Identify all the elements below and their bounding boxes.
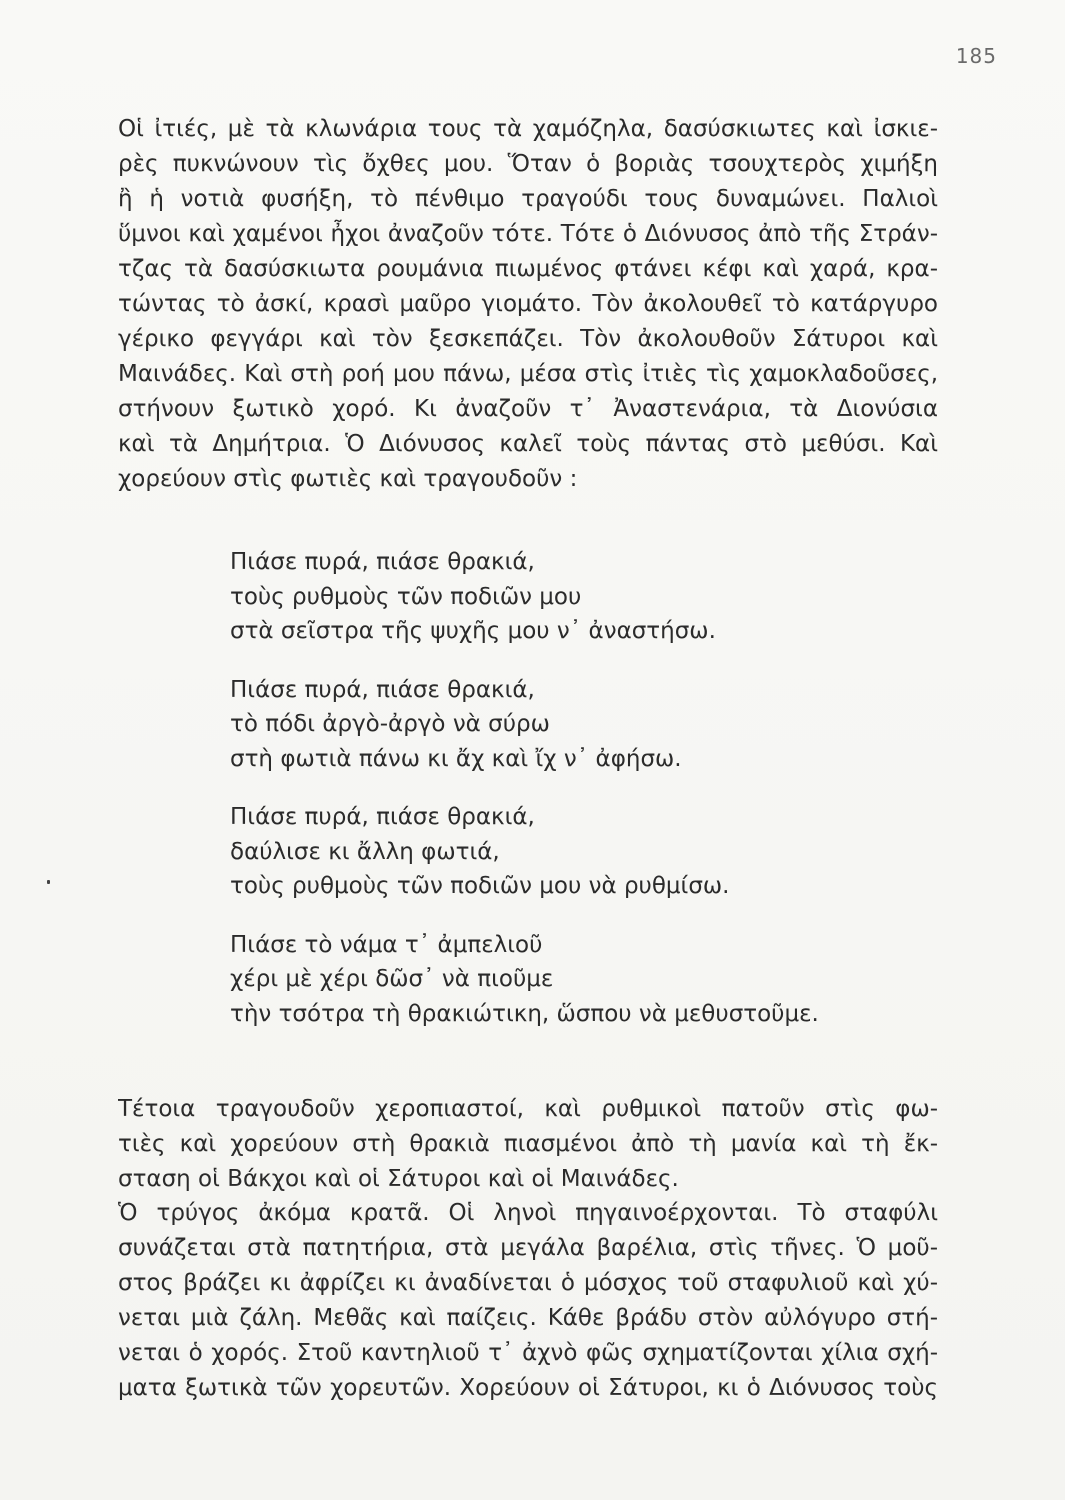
page-number: 185 [955, 44, 997, 68]
text-line: τώντας τὸ ἀσκί, κρασὶ μαῦρο γιομάτο. Τὸν ἀκολουθεῖ τὸ κατάργυρο [118, 291, 938, 317]
verse-line: στὴ φωτιὰ πάνω κι ἄχ καὶ ἴχ ν᾿ ἀφήσω. [230, 745, 682, 772]
verse-line: τὸ πόδι ἀργὸ-ἀργὸ νὰ σύρω [230, 711, 550, 737]
text-line: Ὁ τρύγος ἀκόμα κρατᾶ. Οἱ ληνοὶ πηγαινοέρχονται. Τὸ σταφύλι [118, 1200, 938, 1226]
text-line: σταση οἱ Βάκχοι καὶ οἱ Σάτυροι καὶ οἱ Μαινάδες. [118, 1166, 679, 1192]
verse-line: δαύλισε κι ἄλλη φωτιά, [230, 838, 500, 865]
text-line: γέρικο φεγγάρι καὶ τὸν ξεσκεπάζει. Τὸν ἀκολουθοῦν Σάτυροι καὶ [118, 326, 938, 352]
text-line: ἢ ἡ νοτιὰ φυσήξη, τὸ πένθιμο τραγούδι τους δυναμώνει. Παλιοὶ [118, 186, 938, 212]
closing-paragraph-1 [118, 1092, 938, 1197]
verse-line: τὴν τσότρα τὴ θρακιώτικη, ὥσπου νὰ μεθυστοῦμε. [230, 1000, 819, 1027]
verse-line: χέρι μὲ χέρι δῶσ᾿ νὰ πιοῦμε [230, 966, 554, 992]
verse-line: στὰ σεῖστρα τῆς ψυχῆς μου ν᾿ ἀναστήσω. [230, 618, 716, 644]
text-line: τιὲς καὶ χορεύουν στὴ θρακιὰ πιασμένοι ἀπὸ τὴ μανία καὶ τὴ ἔκ- [118, 1131, 938, 1157]
text-line: νεται ὁ χορός. Στοῦ καντηλιοῦ τ᾿ ἀχνὸ φῶς σχηματίζονται χίλια σχή- [118, 1340, 938, 1366]
text-line: Μαινάδες. Καὶ στὴ ροή μου πάνω, μέσα στὶς ἰτιὲς τὶς χαμοκλαδοῦσες, [118, 361, 938, 387]
verse-line: τοὺς ρυθμοὺς τῶν ποδιῶν μου [230, 583, 582, 610]
stanza-1 [230, 545, 950, 649]
verse-line: τοὺς ρυθμοὺς τῶν ποδιῶν μου νὰ ρυθμίσω. [230, 873, 730, 899]
closing-paragraph-2 [118, 1196, 938, 1406]
text-line: στήνουν ξωτικὸ χορό. Κι ἀναζοῦν τ᾿ Ἀναστενάρια, τὰ Διονύσια [118, 396, 938, 422]
verse-line: Πιάσε τὸ νάμα τ᾿ ἀμπελιοῦ [230, 931, 543, 958]
verse-line: Πιάσε πυρά, πιάσε θρακιά, [230, 549, 535, 575]
text-line: καὶ τὰ Δημήτρια. Ὁ Διόνυσος καλεῖ τοὺς πάντας στὸ μεθύσι. Καὶ [118, 431, 938, 457]
text-line: συνάζεται στὰ πατητήρια, στὰ μεγάλα βαρέλια, στὶς τῆνες. Ὁ μοῦ- [118, 1235, 938, 1261]
text-line: Οἱ ἰτιές, μὲ τὰ κλωνάρια τους τὰ χαμόζηλα, δασύσκιωτες καὶ ἰσκιε- [118, 116, 938, 142]
text-line: Τέτοια τραγουδοῦν χεροπιαστοί, καὶ ρυθμικοὶ πατοῦν στὶς φω- [118, 1096, 938, 1122]
text-line: ματα ξωτικὰ τῶν χορευτῶν. Χορεύουν οἱ Σάτυροι, κι ὁ Διόνυσος τοὺς [118, 1375, 938, 1401]
text-line: νεται μιὰ ζάλη. Μεθᾶς καὶ παίζεις. Κάθε βράδυ στὸν αὐλόγυρο στή- [118, 1305, 938, 1331]
text-line: τζας τὰ δασύσκιωτα ρουμάνια πιωμένος φτάνει κέφι καὶ χαρά, κρα- [118, 256, 938, 282]
stanza-2 [230, 673, 950, 777]
song-verses [230, 545, 950, 1055]
text-line: ὕμνοι καὶ χαμένοι ἦχοι ἀναζοῦν τότε. Τότε ὁ Διόνυσος ἀπὸ τῆς Στράν- [118, 221, 938, 247]
stanza-4 [230, 928, 950, 1032]
ink-speck [47, 880, 50, 884]
text-line: στος βράζει κι ἀφρίζει κι ἀναδίνεται ὁ μόσχος τοῦ σταφυλιοῦ καὶ χύ- [118, 1270, 938, 1296]
text-line: ρὲς πυκνώνουν τὶς ὄχθες μου. Ὅταν ὁ βοριὰς τσουχτερὸς χιμήξη [118, 151, 938, 177]
text-line: χορεύουν στὶς φωτιὲς καὶ τραγουδοῦν : [118, 466, 578, 492]
verse-line: Πιάσε πυρά, πιάσε θρακιά, [230, 676, 535, 703]
intro-paragraph [118, 112, 938, 497]
stanza-3 [230, 800, 950, 904]
verse-line: Πιάσε πυρά, πιάσε θρακιά, [230, 804, 535, 830]
